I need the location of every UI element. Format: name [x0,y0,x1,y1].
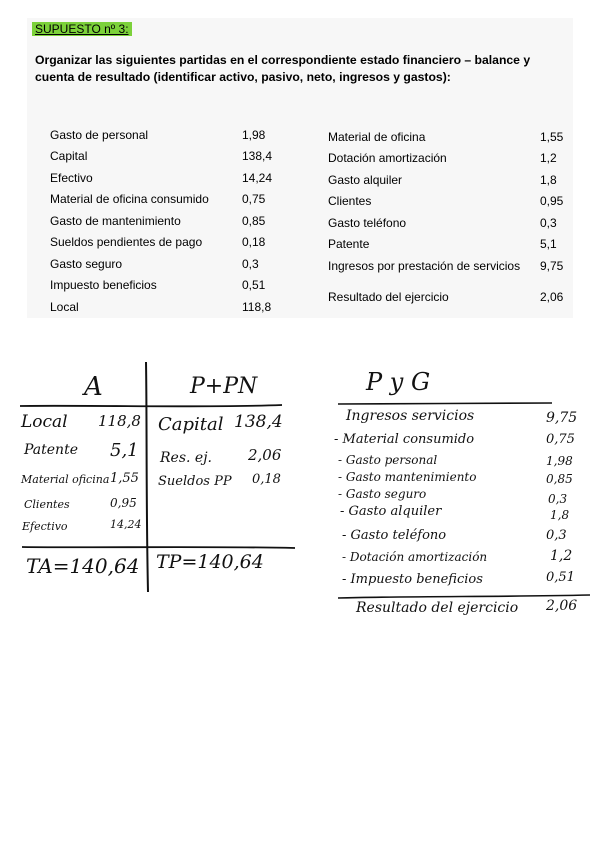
balance-liabilities-header: P+PN [190,374,258,399]
item-value: 5,1 [540,237,557,251]
pyg-row-value: 1,2 [550,548,573,564]
item-label: Material de oficina consumido [50,192,209,206]
item-value: 1,55 [540,130,564,144]
asset-value: 118,8 [98,412,141,430]
item-label: Local [50,300,79,314]
item-value: 118,8 [242,300,272,314]
pyg-result-value: 2,06 [546,598,578,614]
total-liabilities: TP=140,64 [156,551,264,573]
liability-value: 0,18 [252,472,281,487]
item-value: 9,75 [540,259,564,273]
pyg-row-label: - Gasto personal [338,453,438,467]
liability-label: Res. ej. [160,450,212,466]
asset-value: 0,95 [110,496,137,510]
pyg-row-label: Ingresos servicios [346,408,475,424]
item-label: Material de oficina [328,130,426,144]
item-label: Patente [328,237,370,251]
pyg-row-value: 9,75 [546,410,578,426]
pyg-row-label: - Gasto alquiler [340,504,442,519]
item-label: Gasto de mantenimiento [50,214,181,228]
asset-value: 1,55 [110,471,139,486]
item-label: Resultado del ejercicio [328,290,449,304]
asset-label: Efectivo [22,520,68,533]
item-label: Gasto de personal [50,128,149,142]
balance-assets-header: A [84,372,103,402]
asset-value: 5,1 [110,440,139,461]
pyg-result-label: Resultado del ejercicio [356,600,519,616]
item-value: 14,24 [242,171,273,185]
pyg-row-value: 0,85 [546,472,573,486]
item-label: Gasto teléfono [328,216,407,230]
item-value: 1,98 [242,128,266,142]
item-label: Impuesto beneficios [50,278,157,292]
item-label: Gasto seguro [50,257,123,271]
item-label: Capital [50,149,88,163]
item-value: 0,18 [242,235,266,249]
pyg-row-value: 1,98 [546,454,573,468]
pyg-row-label: - Gasto seguro [338,487,427,501]
pyg-row-value: 0,3 [548,492,568,506]
liability-label: Sueldos PP [158,474,232,489]
total-assets: TA=140,64 [26,554,140,578]
pyg-header: P y G [366,368,431,396]
asset-value: 14,24 [110,518,142,531]
item-label: Clientes [328,194,372,208]
asset-label: Local [21,412,68,432]
pyg-row-label: - Gasto mantenimiento [338,470,477,484]
item-label: Sueldos pendientes de pago [50,235,203,249]
pyg-row-value: 1,8 [550,508,570,522]
item-value: 2,06 [540,290,564,304]
item-value: 0,75 [242,192,266,206]
exercise-instructions: Organizar las siguientes partidas en el correspondiente estado financiero – balance y cuenta de resultado (identificar activo, pasivo, neto, ingresos y gastos): [35,53,531,84]
item-value: 0,51 [242,278,266,292]
item-value: 0,85 [242,214,266,228]
pyg-row-label: - Gasto teléfono [342,528,447,543]
item-label: Dotación amortización [328,151,447,165]
item-value: 138,4 [242,149,273,163]
item-value: 1,2 [540,151,557,165]
item-value: 0,95 [540,194,564,208]
item-label: Efectivo [50,171,93,185]
item-value: 1,8 [540,173,557,187]
item-label: Gasto alquiler [328,173,403,187]
item-label: Ingresos por prestación de servicios [328,259,521,273]
asset-label: Material oficina [21,473,110,486]
asset-label: Clientes [24,498,70,511]
liability-value: 138,4 [234,412,283,432]
asset-label: Patente [24,442,78,458]
pyg-row-value: 0,75 [546,432,575,447]
pyg-row-value: 0,3 [546,528,567,543]
pyg-row-label: - Dotación amortización [342,550,488,564]
pyg-row-label: - Material consumido [334,432,475,447]
pyg-row-value: 0,51 [546,570,575,585]
item-value: 0,3 [540,216,557,230]
liability-value: 2,06 [248,446,282,464]
pyg-row-label: - Impuesto beneficios [342,572,483,587]
exercise-heading: SUPUESTO nº 3: [32,22,132,36]
liability-label: Capital [158,414,224,435]
item-value: 0,3 [242,257,259,271]
